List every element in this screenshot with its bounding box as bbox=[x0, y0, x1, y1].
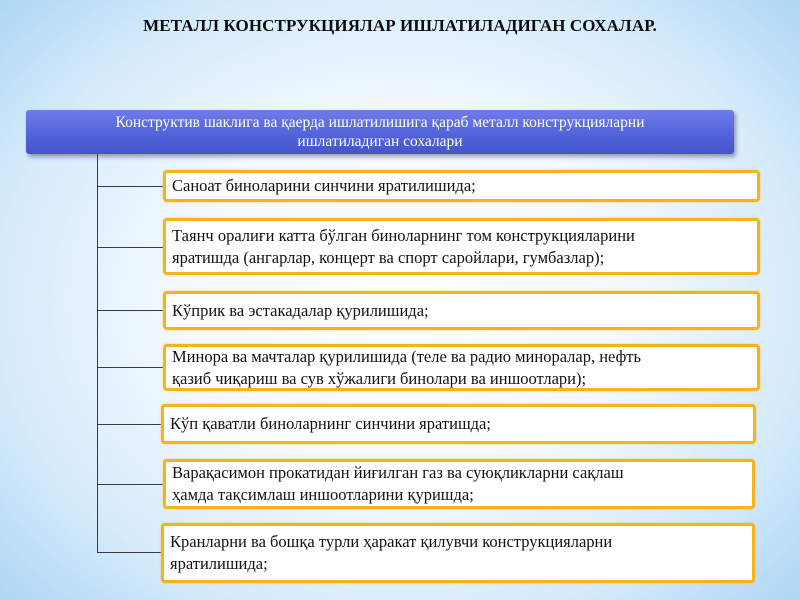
connector-trunk bbox=[97, 154, 98, 552]
root-label-line-1: Конструктив шаклига ва қаерда ишлатилишига қараб металл конструкцияларни bbox=[115, 114, 645, 131]
diagram-item-2-line-2: яратишда (ангарлар, концерт ва спорт саройлари, гумбазлар); bbox=[172, 247, 605, 267]
diagram-item-7-line-2: яратилишида; bbox=[170, 554, 268, 573]
diagram-item-3 bbox=[163, 291, 760, 330]
connector-branch-7 bbox=[97, 552, 161, 553]
diagram-item-7 bbox=[161, 523, 755, 583]
connector-branch-1 bbox=[97, 186, 163, 187]
diagram-item-1 bbox=[163, 170, 760, 202]
diagram-item-4-line-1: Минора ва мачталар қурилишида (теле ва радио миноралар, нефть bbox=[172, 346, 642, 366]
connector-branch-6 bbox=[97, 484, 163, 485]
diagram-item-2 bbox=[163, 218, 760, 275]
connector-branch-4 bbox=[97, 367, 163, 368]
diagram-item-3-line-1: Кўприк ва эстакадалар қурилишида; bbox=[172, 300, 429, 320]
diagram-item-6 bbox=[163, 459, 755, 509]
diagram-item-5-line-1: Кўп қаватли биноларнинг синчини яратишда; bbox=[170, 414, 491, 433]
diagram-item-4 bbox=[163, 344, 760, 391]
root-label-line-2: ишлатиладиган сохалари bbox=[297, 133, 463, 150]
diagram-item-6-line-1: Варақасимон прокатидан йиғилган газ ва суюқликларни сақлаш bbox=[172, 463, 624, 482]
diagram-item-6-line-2: ҳамда тақсимлаш иншоотларини қуришда; bbox=[172, 485, 474, 504]
connector-branch-5 bbox=[97, 424, 161, 425]
diagram-item-2-line-1: Таянч оралиғи катта бўлган биноларнинг том конструкцияларини bbox=[172, 225, 635, 245]
page-title: МЕТАЛЛ КОНСТРУКЦИЯЛАР ИШЛАТИЛАДИГАН СОХАЛАР. bbox=[143, 16, 657, 35]
diagram-item-4-line-2: қазиб чиқариш ва сув хўжалиги бинолари ва иншоотлари); bbox=[172, 368, 587, 388]
diagram-item-7-line-1: Кранларни ва бошқа турли ҳаракат қилувчи конструкцияларни bbox=[170, 532, 613, 551]
diagram-item-5 bbox=[161, 404, 756, 444]
diagram-item-1-line-1: Саноат биноларини синчини яратилишида; bbox=[172, 176, 476, 195]
connector-branch-2 bbox=[97, 247, 163, 248]
connector-branch-3 bbox=[97, 310, 163, 311]
diagram-root-box bbox=[26, 110, 734, 154]
